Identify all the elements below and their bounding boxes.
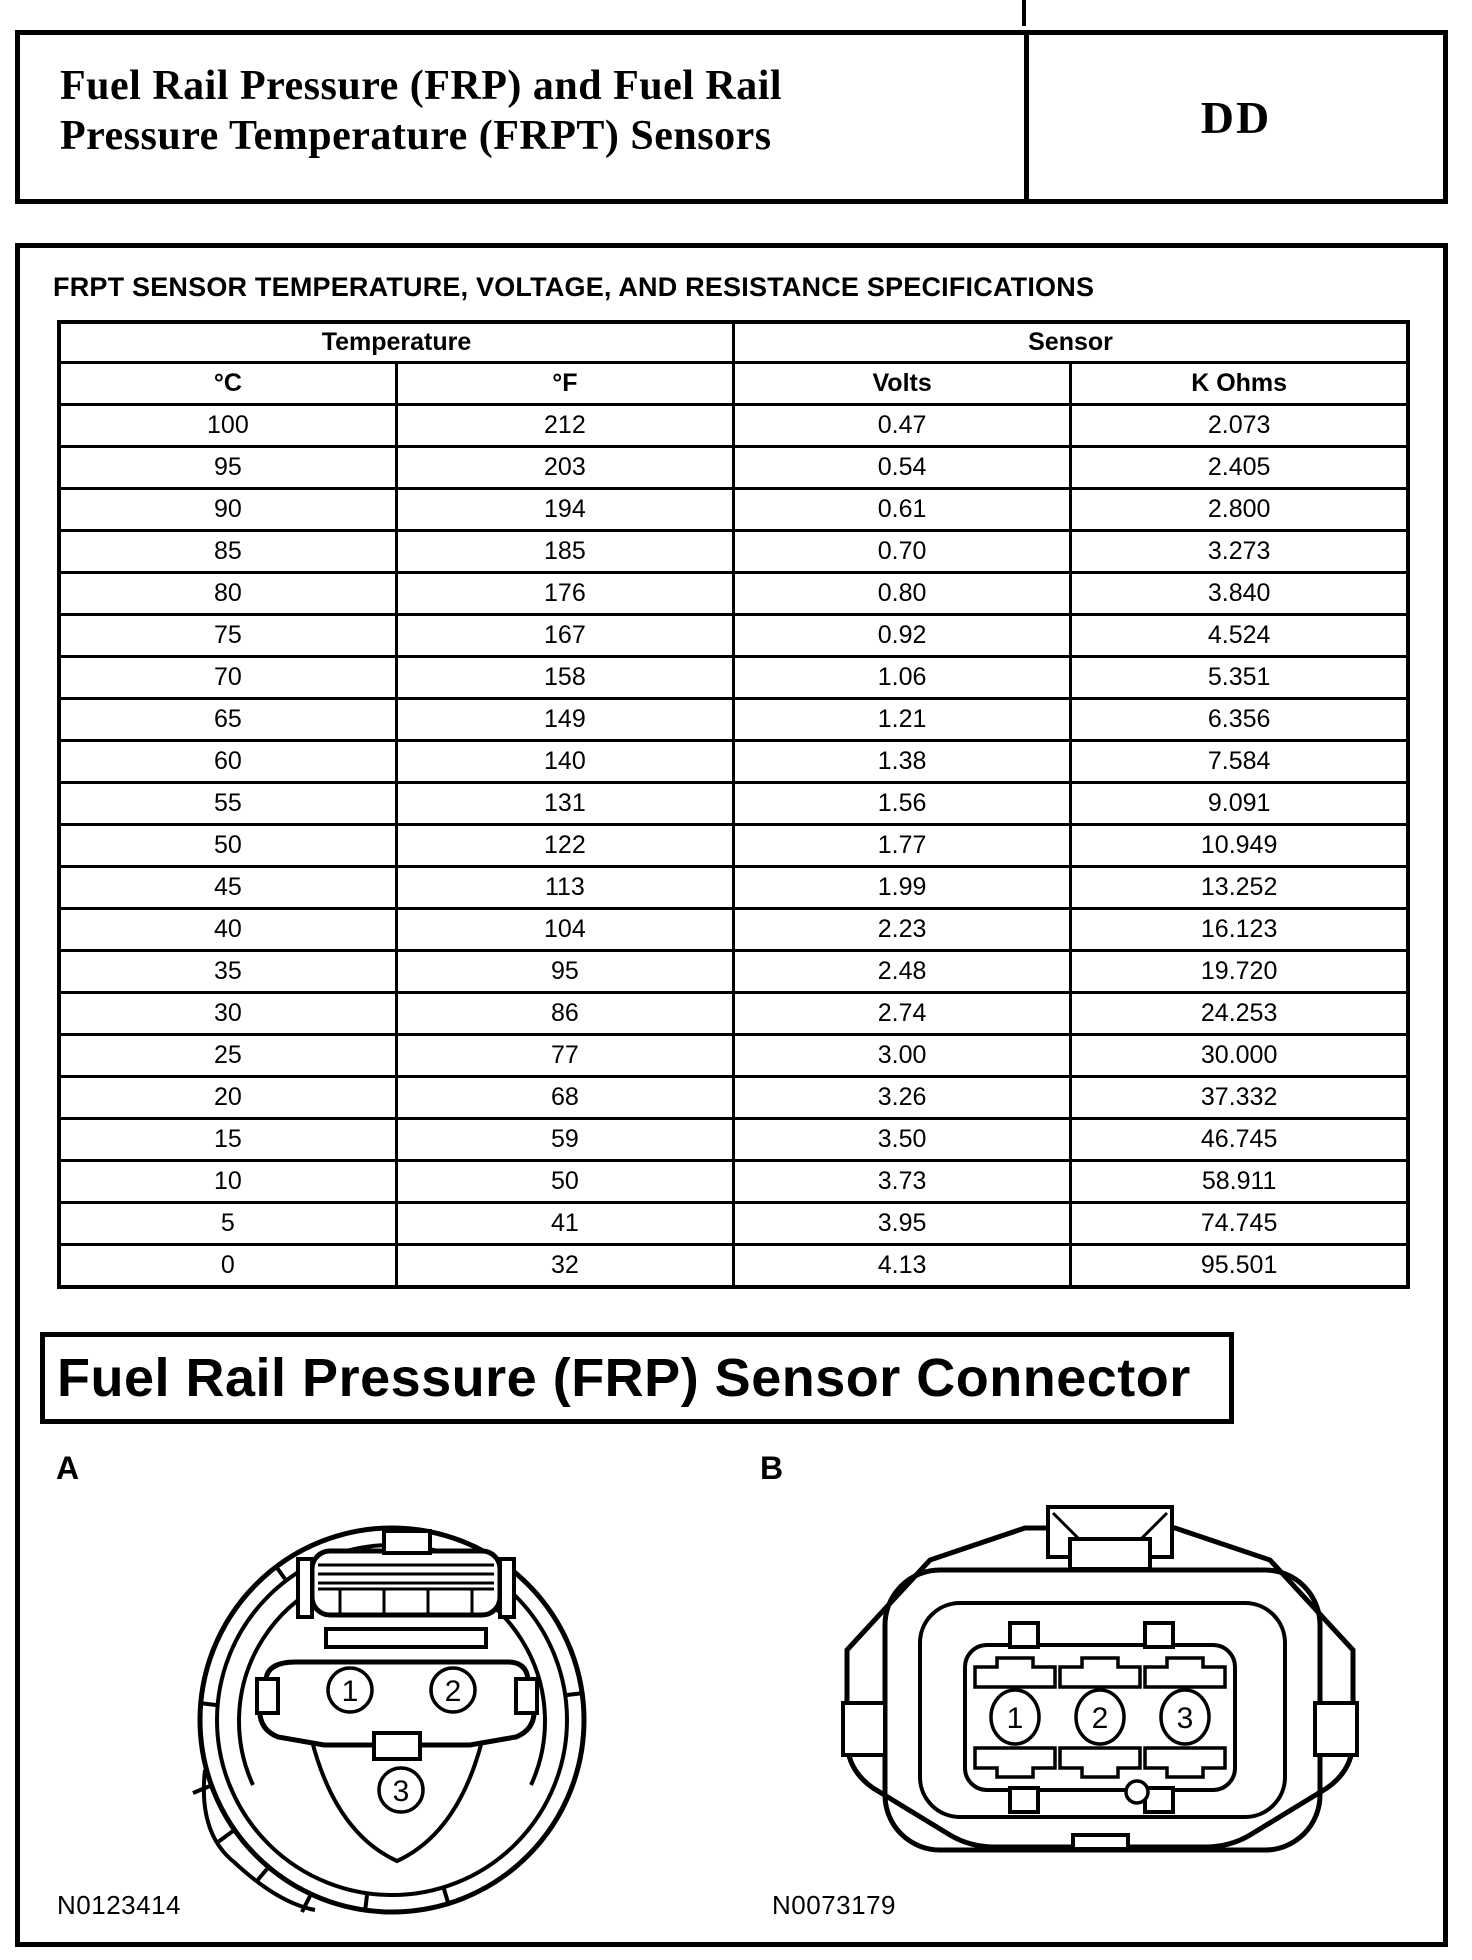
table-row (59, 405, 1408, 447)
cell-celsius: 65 (59, 699, 396, 741)
cell-volts: 3.73 (734, 1161, 1071, 1203)
cell-fahrenheit: 86 (396, 993, 733, 1035)
table-row (59, 951, 1408, 993)
table-row (59, 489, 1408, 531)
connector-a-top-tab (384, 1531, 430, 1553)
cell-celsius: 95 (59, 447, 396, 489)
page-code: DD (1024, 35, 1443, 199)
cell-volts: 0.80 (734, 573, 1071, 615)
cell-celsius: 85 (59, 531, 396, 573)
cell-celsius: 100 (59, 405, 396, 447)
cell-kohms: 6.356 (1071, 699, 1408, 741)
spec-table-body (59, 405, 1408, 1288)
connector-a-pin1-number: 1 (341, 1675, 359, 1708)
table-row (59, 657, 1408, 699)
table-row (59, 531, 1408, 573)
cell-volts: 1.21 (734, 699, 1071, 741)
page-title-line1: Fuel Rail Pressure (FRP) and Fuel Rail (60, 63, 783, 109)
page-header (15, 30, 1448, 204)
diagram-a-label: A (56, 1450, 80, 1486)
cell-volts: 0.54 (734, 447, 1071, 489)
table-row (59, 1119, 1408, 1161)
connector-a-latch-bar (326, 1629, 486, 1647)
column-header-fahrenheit: °F (396, 363, 733, 405)
cell-volts: 1.56 (734, 783, 1071, 825)
cell-volts: 2.48 (734, 951, 1071, 993)
column-header-volts: Volts (734, 363, 1071, 405)
connector-b-notch-bottom (1073, 1835, 1128, 1849)
connector-section-header (40, 1332, 1234, 1424)
connector-b-notch-left (843, 1703, 885, 1755)
cell-fahrenheit: 77 (396, 1035, 733, 1077)
content-box (15, 243, 1448, 1947)
table-row (59, 825, 1408, 867)
table-row (59, 741, 1408, 783)
cell-volts: 3.50 (734, 1119, 1071, 1161)
table-row (59, 1203, 1408, 1245)
cell-volts: 1.38 (734, 741, 1071, 783)
connector-b-latch-tab-inner (1070, 1539, 1150, 1569)
group-header-row (59, 322, 1408, 363)
cell-kohms: 58.911 (1071, 1161, 1408, 1203)
diagram-b-part-number: N0073179 (772, 1890, 896, 1920)
cell-fahrenheit: 140 (396, 741, 733, 783)
connector-b-housing-tab-top-left (1010, 1623, 1038, 1647)
cell-kohms: 95.501 (1071, 1245, 1408, 1288)
cell-celsius: 50 (59, 825, 396, 867)
spec-table-head (59, 322, 1408, 405)
cell-fahrenheit: 185 (396, 531, 733, 573)
cell-fahrenheit: 32 (396, 1245, 733, 1288)
cell-celsius: 60 (59, 741, 396, 783)
cell-kohms: 74.745 (1071, 1203, 1408, 1245)
cell-volts: 4.13 (734, 1245, 1071, 1288)
cell-kohms: 2.073 (1071, 405, 1408, 447)
cell-celsius: 75 (59, 615, 396, 657)
connector-b-polarity-notch (1126, 1781, 1148, 1803)
cell-kohms: 13.252 (1071, 867, 1408, 909)
table-row (59, 447, 1408, 489)
cell-volts: 1.77 (734, 825, 1071, 867)
table-row (59, 573, 1408, 615)
cell-kohms: 37.332 (1071, 1077, 1408, 1119)
cell-celsius: 90 (59, 489, 396, 531)
connector-a-latch-post-left (298, 1559, 312, 1617)
cell-fahrenheit: 59 (396, 1119, 733, 1161)
cell-volts: 0.92 (734, 615, 1071, 657)
cell-celsius: 35 (59, 951, 396, 993)
connector-a-diagram (160, 1483, 625, 1943)
spec-table-title: FRPT SENSOR TEMPERATURE, VOLTAGE, AND RESISTANCE SPECIFICATIONS (53, 272, 1095, 302)
cell-volts: 1.06 (734, 657, 1071, 699)
cell-fahrenheit: 131 (396, 783, 733, 825)
cell-volts: 2.74 (734, 993, 1071, 1035)
cell-volts: 2.23 (734, 909, 1071, 951)
cell-celsius: 25 (59, 1035, 396, 1077)
cell-kohms: 30.000 (1071, 1035, 1408, 1077)
cell-fahrenheit: 104 (396, 909, 733, 951)
page-title (20, 35, 1024, 199)
cell-kohms: 5.351 (1071, 657, 1408, 699)
cell-fahrenheit: 203 (396, 447, 733, 489)
table-row (59, 1077, 1408, 1119)
cell-celsius: 30 (59, 993, 396, 1035)
cell-celsius: 20 (59, 1077, 396, 1119)
table-row (59, 1245, 1408, 1288)
cell-celsius: 80 (59, 573, 396, 615)
cell-kohms: 24.253 (1071, 993, 1408, 1035)
connector-b-pin1-number: 1 (1006, 1702, 1024, 1735)
connector-b-notch-right (1315, 1703, 1357, 1755)
connector-b-pin2-number: 2 (1091, 1702, 1109, 1735)
cell-kohms: 7.584 (1071, 741, 1408, 783)
cell-fahrenheit: 95 (396, 951, 733, 993)
column-header-celsius: °C (59, 363, 396, 405)
table-row (59, 867, 1408, 909)
connector-b-diagram (815, 1495, 1385, 1890)
page-title-line2: Pressure Temperature (FRPT) Sensors (60, 113, 772, 160)
table-row (59, 699, 1408, 741)
connector-section-title: Fuel Rail Pressure (FRP) Sensor Connector (57, 1348, 1191, 1408)
connector-a-latch-post-right (500, 1559, 514, 1617)
cell-kohms: 3.840 (1071, 573, 1408, 615)
connector-a-side-tab-left (257, 1679, 278, 1713)
cell-volts: 0.47 (734, 405, 1071, 447)
cell-kohms: 9.091 (1071, 783, 1408, 825)
column-header-row (59, 363, 1408, 405)
cell-celsius: 5 (59, 1203, 396, 1245)
cell-fahrenheit: 113 (396, 867, 733, 909)
cell-fahrenheit: 212 (396, 405, 733, 447)
cell-celsius: 45 (59, 867, 396, 909)
cell-kohms: 2.405 (1071, 447, 1408, 489)
cell-celsius: 15 (59, 1119, 396, 1161)
cell-volts: 3.26 (734, 1077, 1071, 1119)
cell-celsius: 55 (59, 783, 396, 825)
table-row (59, 615, 1408, 657)
cell-kohms: 4.524 (1071, 615, 1408, 657)
cell-fahrenheit: 158 (396, 657, 733, 699)
spec-table (57, 320, 1410, 1289)
cell-celsius: 70 (59, 657, 396, 699)
cell-kohms: 16.123 (1071, 909, 1408, 951)
cell-fahrenheit: 122 (396, 825, 733, 867)
column-header-kohms: K Ohms (1071, 363, 1408, 405)
cell-volts: 3.00 (734, 1035, 1071, 1077)
table-row (59, 1161, 1408, 1203)
connector-a-pin3-number: 3 (392, 1775, 410, 1808)
cell-kohms: 3.273 (1071, 531, 1408, 573)
cell-celsius: 40 (59, 909, 396, 951)
cell-kohms: 10.949 (1071, 825, 1408, 867)
connector-b-housing-tab-top-right (1145, 1623, 1173, 1647)
cell-kohms: 46.745 (1071, 1119, 1408, 1161)
cell-volts: 0.70 (734, 531, 1071, 573)
cell-volts: 3.95 (734, 1203, 1071, 1245)
cell-kohms: 19.720 (1071, 951, 1408, 993)
cell-volts: 1.99 (734, 867, 1071, 909)
connector-a-side-tab-right (516, 1679, 537, 1713)
cell-fahrenheit: 167 (396, 615, 733, 657)
cell-fahrenheit: 149 (396, 699, 733, 741)
cell-fahrenheit: 176 (396, 573, 733, 615)
connector-a-pin2-number: 2 (444, 1675, 462, 1708)
connector-a-index-notch (374, 1733, 420, 1759)
cell-fahrenheit: 41 (396, 1203, 733, 1245)
table-row (59, 909, 1408, 951)
group-header-temperature: Temperature (59, 322, 734, 363)
scan-line-artifact (1022, 0, 1026, 26)
connector-b-housing-tab-bottom-left (1010, 1788, 1038, 1812)
cell-fahrenheit: 194 (396, 489, 733, 531)
cell-celsius: 0 (59, 1245, 396, 1288)
table-row (59, 1035, 1408, 1077)
cell-celsius: 10 (59, 1161, 396, 1203)
diagram-a-part-number: N0123414 (57, 1890, 181, 1920)
connector-b-pin3-number: 3 (1176, 1702, 1194, 1735)
cell-fahrenheit: 50 (396, 1161, 733, 1203)
table-row (59, 783, 1408, 825)
diagram-b-label: B (760, 1450, 784, 1486)
cell-volts: 0.61 (734, 489, 1071, 531)
cell-kohms: 2.800 (1071, 489, 1408, 531)
group-header-sensor: Sensor (734, 322, 1409, 363)
table-row (59, 993, 1408, 1035)
cell-fahrenheit: 68 (396, 1077, 733, 1119)
